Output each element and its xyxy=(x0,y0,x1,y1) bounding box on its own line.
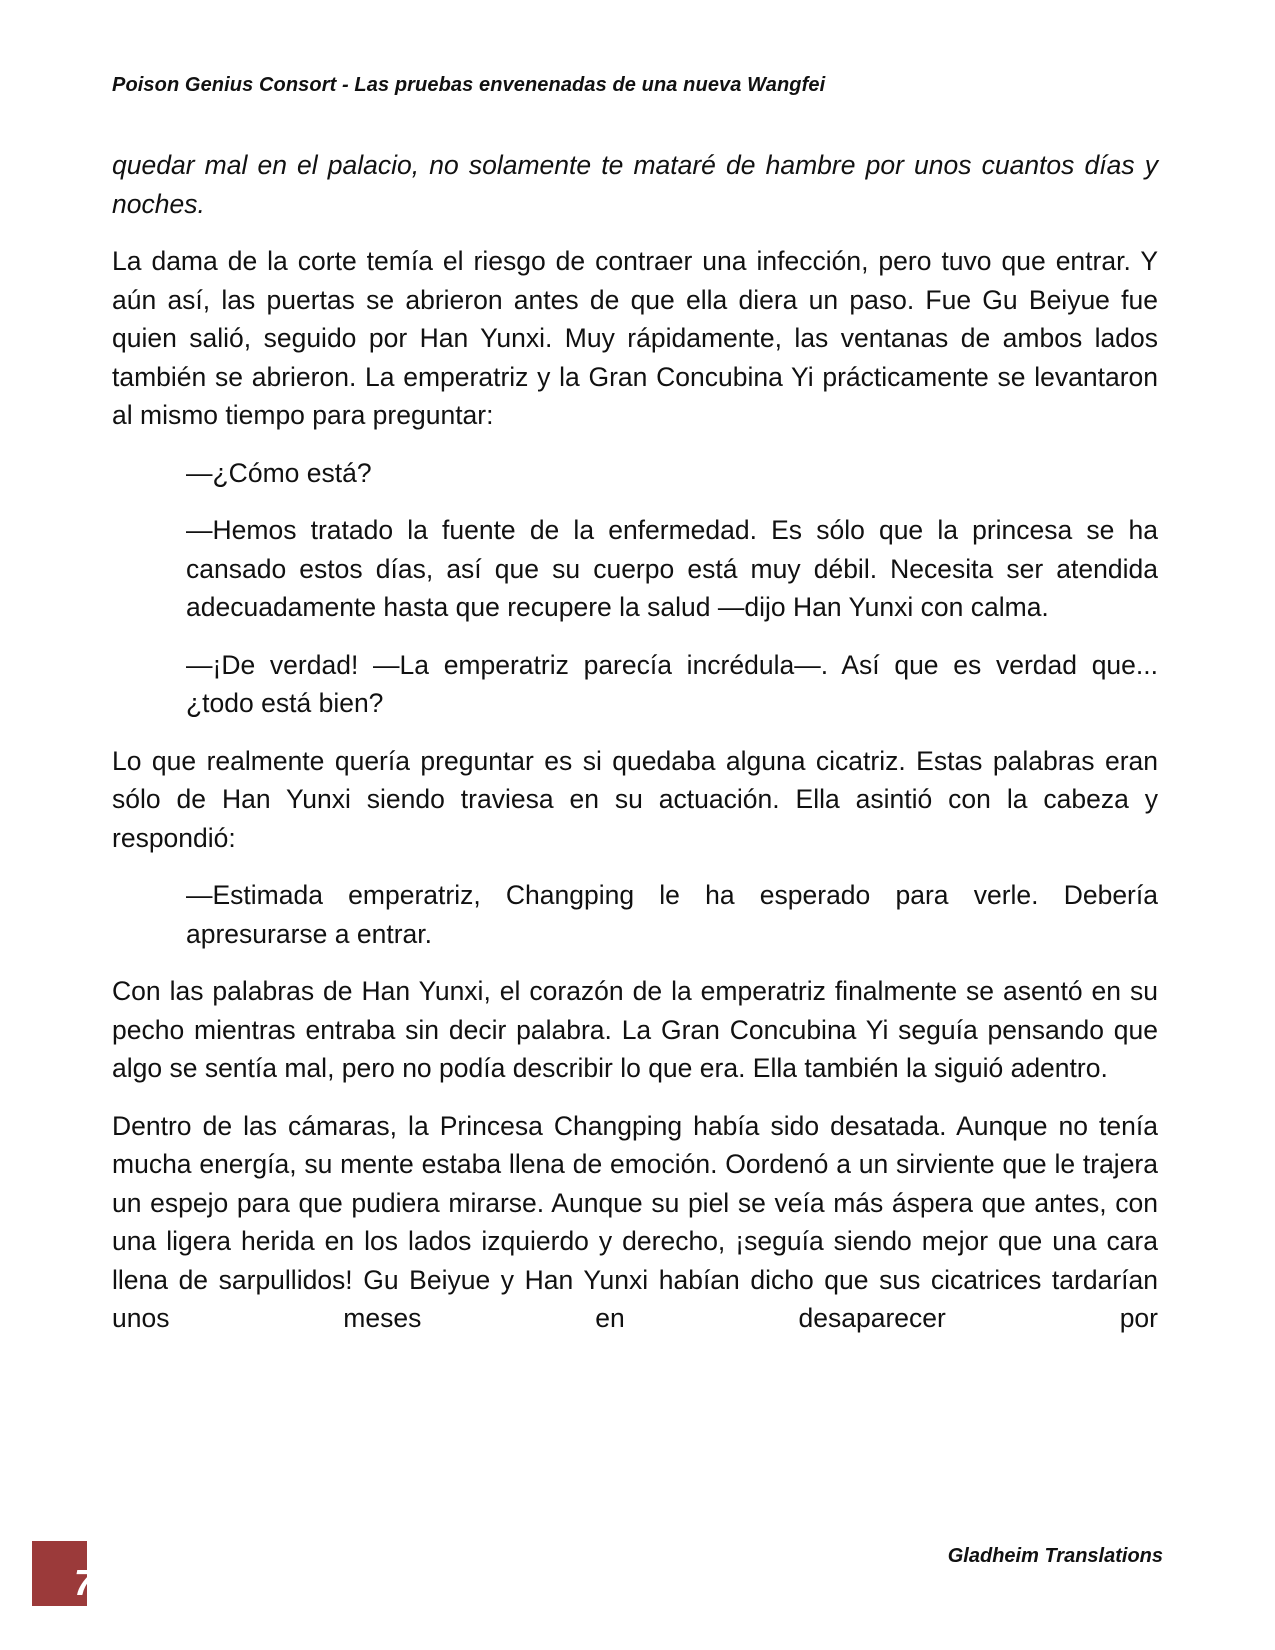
page-body xyxy=(112,146,1158,1338)
footer-credit: Gladheim Translations xyxy=(947,1545,1163,1567)
running-header: Poison Genius Consort - Las pruebas envenenadas de una nueva Wangfei xyxy=(112,74,826,96)
page-number-box xyxy=(32,1541,95,1603)
paragraph-dialogue: —Hemos tratado la fuente de la enfermedad. Es sólo que la princesa se ha cansado estos días, así que su cuerpo está muy débil. Necesita ser atendida adecuadamente hasta que recupere la salud —dijo Han Yunxi con calma. xyxy=(186,515,1158,622)
page-number: 7 xyxy=(74,1562,95,1603)
paragraph-narration: Dentro de las cámaras, la Princesa Changping había sido desatada. Aunque no tenía mucha energía, su mente estaba llena de emoción. Oordenó a un sirviente que le trajera un espejo para que pudiera mirarse. Aunque su piel se veía más áspera que antes, con una ligera herida en los lados izquierdo y derecho, ¡seguía siendo mejor que una cara llena de sarpullidos! Gu Beiyue y Han Yunxi habían dicho que sus cicatrices tardarían unos meses en desaparecer por xyxy=(112,1110,1158,1333)
paragraph-dialogue: —Estimada emperatriz, Changping le ha esperado para verle. Debería apresurarse a entrar. xyxy=(186,880,1158,949)
paragraph-dialogue: —¡De verdad! —La emperatriz parecía incrédula—. Así que es verdad que... ¿todo está bien? xyxy=(186,649,1158,718)
paragraph-narration: Lo que realmente quería preguntar es si quedaba alguna cicatriz. Estas palabras eran sólo de Han Yunxi siendo traviesa en su actuación. Ella asintió con la cabeza y respondió: xyxy=(112,745,1158,853)
paragraph-narration: La dama de la corte temía el riesgo de contraer una infección, pero tuvo que entrar. Y aún así, las puertas se abrieron antes de que ella diera un paso. Fue Gu Beiyue fue quien salió, seguido por Han Yunxi. Muy rápidamente, las ventanas de ambos lados también se abrieron. La emperatriz y la Gran Concubina Yi prácticamente se levantaron al mismo tiempo para preguntar: xyxy=(112,246,1158,430)
page-number-underline xyxy=(32,1603,87,1606)
paragraph-narration: Con las palabras de Han Yunxi, el corazón de la emperatriz finalmente se asentó en su pecho mientras entraba sin decir palabra. La Gran Concubina Yi seguía pensando que algo se sentía mal, pero no podía describir lo que era. Ella también la siguió adentro. xyxy=(112,976,1158,1083)
paragraph-dialogue: —¿Cómo está? xyxy=(186,457,372,488)
paragraph-continued-dialogue: quedar mal en el palacio, no solamente te mataré de hambre por unos cuantos días y noches. xyxy=(112,150,1158,219)
